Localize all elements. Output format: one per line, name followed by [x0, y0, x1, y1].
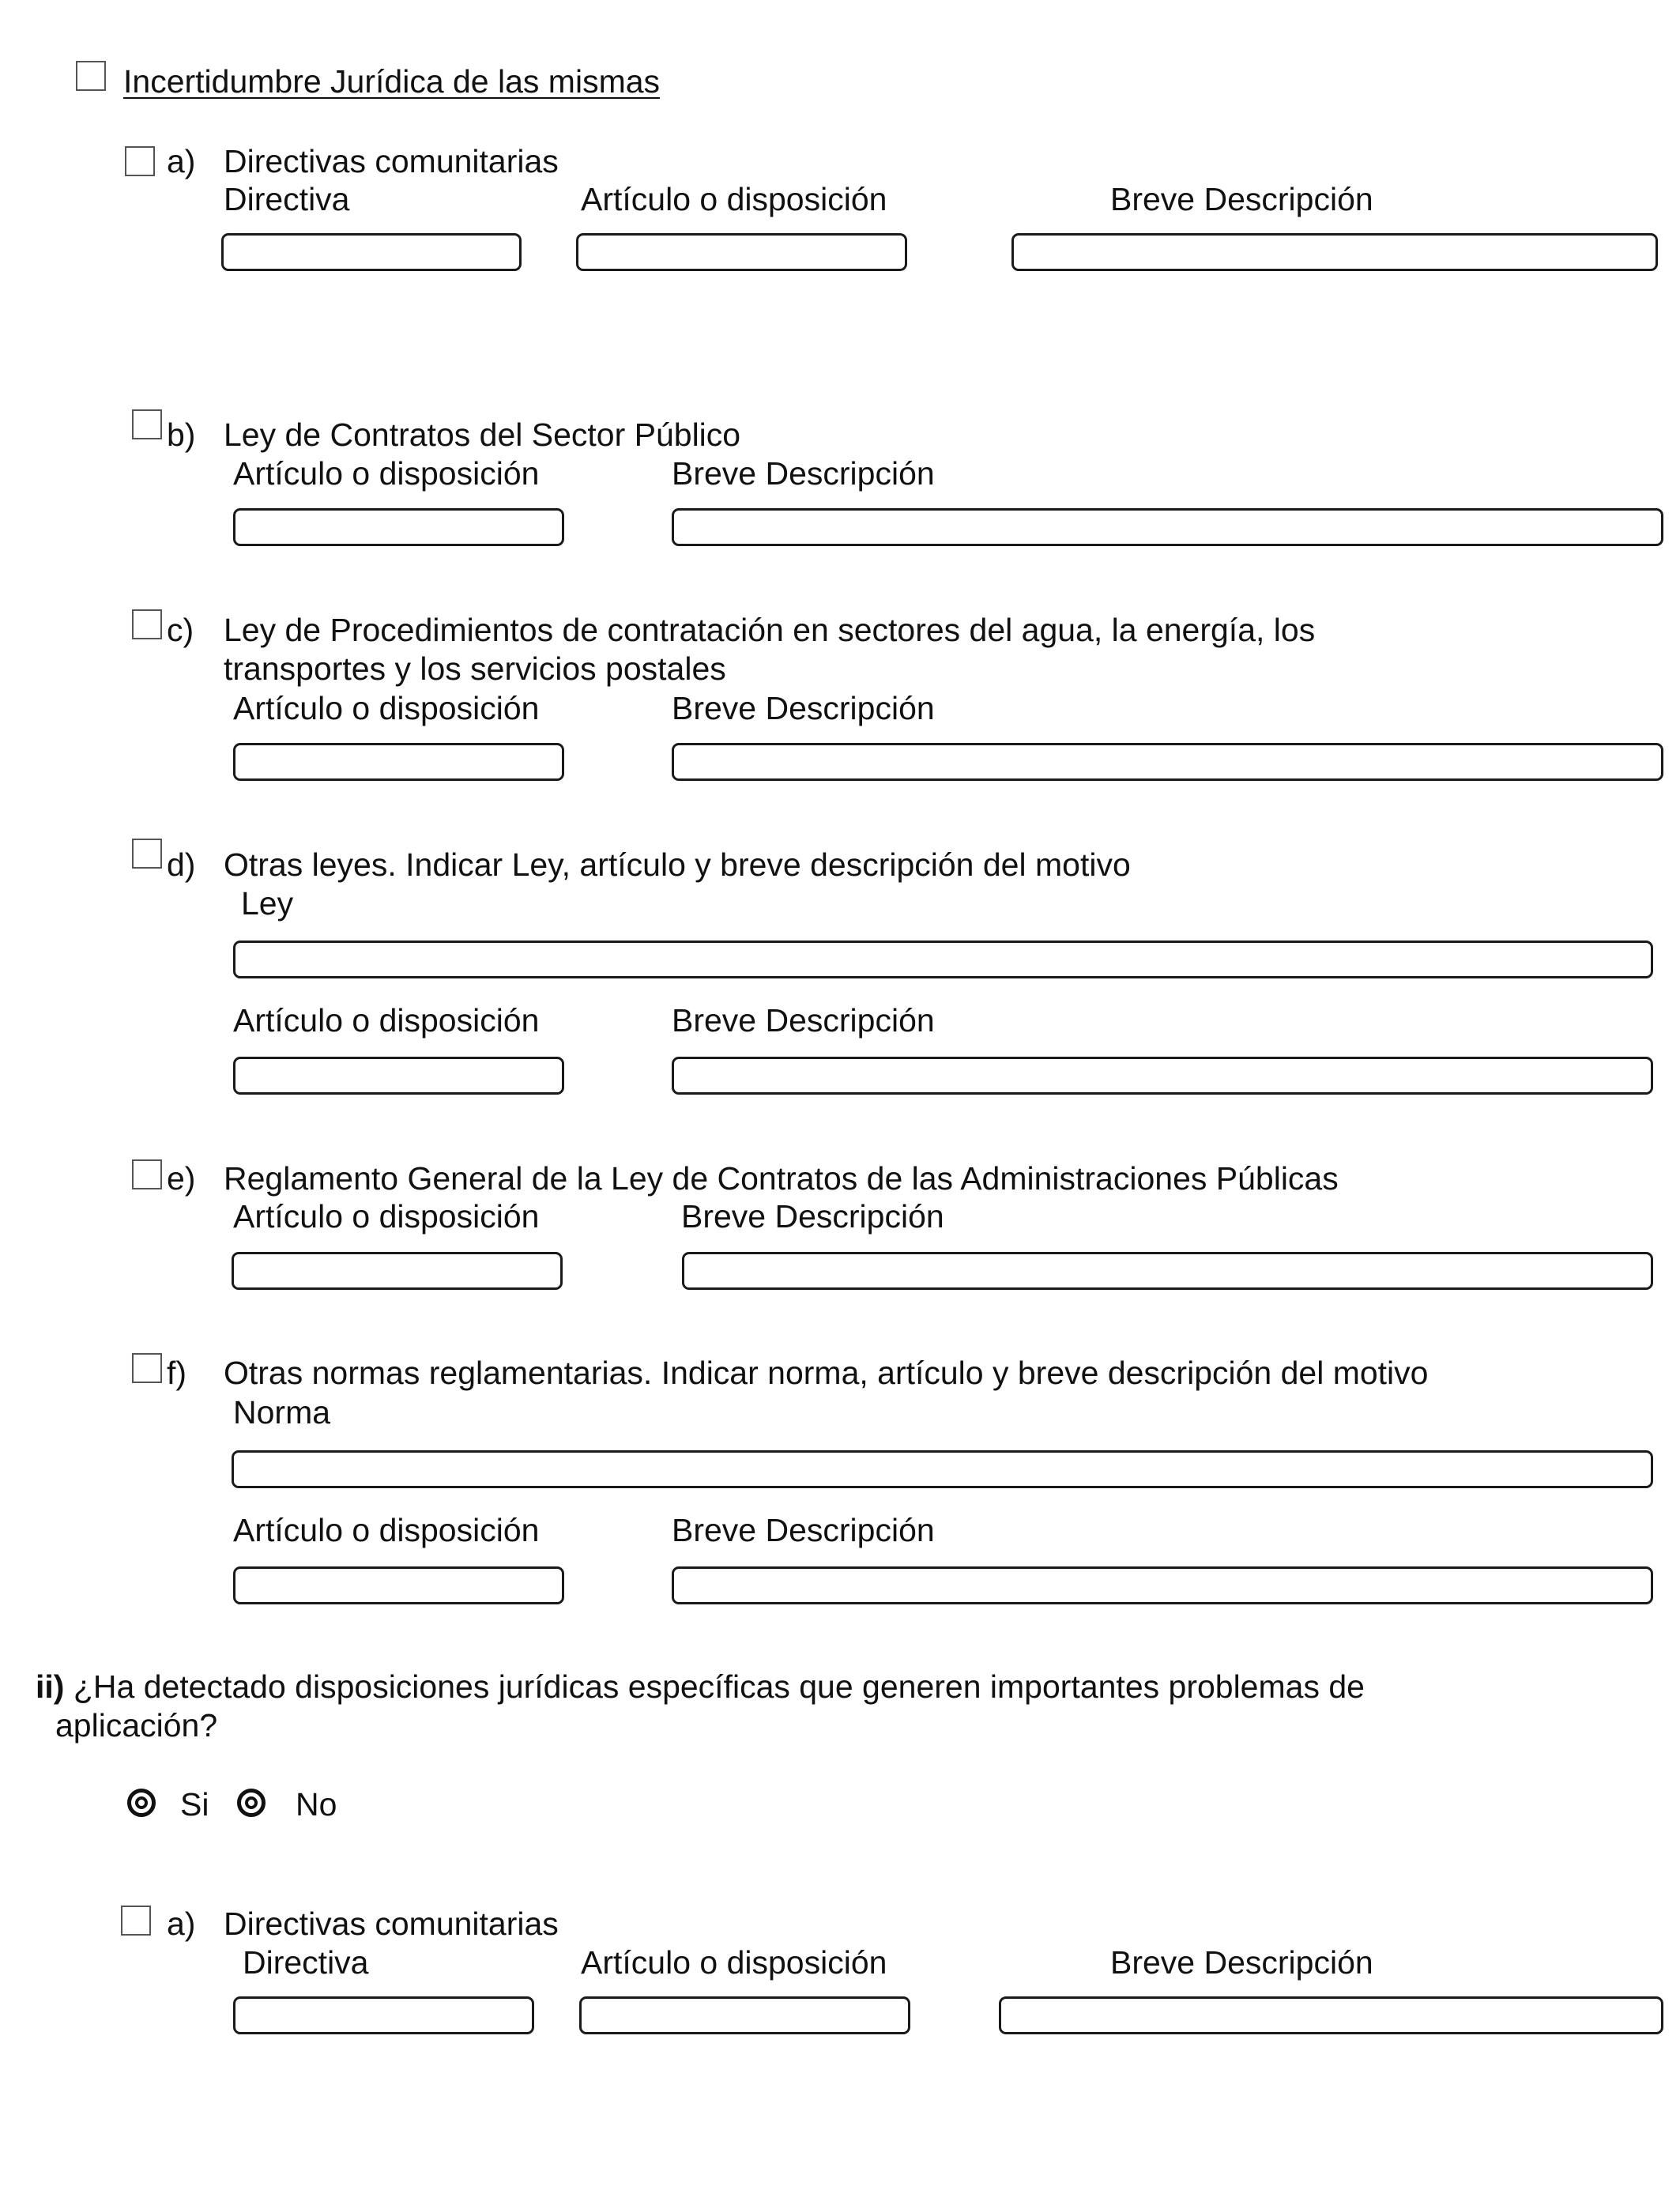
ii-item-a-marker: a) [167, 1906, 196, 1942]
item-d-descripcion-field[interactable] [672, 1057, 1653, 1095]
checkbox-item-d[interactable] [132, 839, 162, 869]
item-e-col-descripcion: Breve Descripción [681, 1198, 944, 1235]
item-a-directiva-field[interactable] [221, 233, 522, 271]
section-title: Incertidumbre Jurídica de las mismas [123, 63, 661, 100]
item-a-title: Directivas comunitarias [224, 143, 559, 179]
item-e-col-articulo: Artículo o disposición [233, 1198, 540, 1235]
item-f-norma-field[interactable] [232, 1450, 1653, 1488]
item-c-descripcion-field[interactable] [672, 743, 1663, 781]
section-ii-question-line2: aplicación? [55, 1707, 218, 1744]
item-c-title-line1: Ley de Procedimientos de contratación en sectores del agua, la energía, los [224, 612, 1316, 648]
item-c-articulo-field[interactable] [233, 743, 564, 781]
item-f-title: Otras normas reglamentarias. Indicar norma, artículo y breve descripción del motivo [224, 1355, 1429, 1391]
item-b-col-articulo: Artículo o disposición [233, 455, 540, 492]
checkbox-item-b[interactable] [132, 409, 162, 439]
item-a-marker: a) [167, 143, 196, 179]
item-d-col-descripcion: Breve Descripción [672, 1002, 935, 1039]
checkbox-item-e[interactable] [132, 1159, 162, 1189]
item-a-col-articulo: Artículo o disposición [581, 181, 887, 217]
item-f-norma-label: Norma [233, 1394, 331, 1431]
radio-si[interactable] [127, 1789, 156, 1817]
item-c-title-line2: transportes y los servicios postales [224, 650, 726, 687]
radio-no-label: No [296, 1786, 337, 1823]
item-d-marker: d) [167, 846, 196, 883]
item-b-marker: b) [167, 417, 196, 453]
ii-item-a-descripcion-field[interactable] [999, 1996, 1663, 2034]
ii-item-a-articulo-field[interactable] [579, 1996, 910, 2034]
ii-item-a-directiva-field[interactable] [233, 1996, 534, 2034]
checkbox-ii-item-a[interactable] [121, 1906, 151, 1936]
ii-item-a-col-descripcion: Breve Descripción [1110, 1944, 1373, 1981]
item-d-ley-field[interactable] [233, 941, 1653, 978]
item-a-descripcion-field[interactable] [1011, 233, 1658, 271]
item-a-col-descripcion: Breve Descripción [1110, 181, 1373, 217]
radio-si-label: Si [180, 1786, 209, 1823]
checkbox-incertidumbre[interactable] [76, 61, 106, 91]
item-b-descripcion-field[interactable] [672, 508, 1663, 546]
section-ii-number: ii) [36, 1668, 65, 1705]
item-b-title: Ley de Contratos del Sector Público [224, 417, 741, 453]
item-d-ley-label: Ley [241, 885, 294, 922]
item-f-col-descripcion: Breve Descripción [672, 1512, 935, 1548]
item-e-title: Reglamento General de la Ley de Contratos de las Administraciones Públicas [224, 1160, 1339, 1197]
item-e-articulo-field[interactable] [232, 1252, 563, 1290]
checkbox-item-f[interactable] [132, 1353, 162, 1383]
item-a-col-directiva: Directiva [224, 181, 350, 217]
checkbox-item-a[interactable] [125, 146, 155, 176]
item-c-col-articulo: Artículo o disposición [233, 690, 540, 726]
item-d-articulo-field[interactable] [233, 1057, 564, 1095]
item-c-marker: c) [167, 612, 194, 648]
item-f-col-articulo: Artículo o disposición [233, 1512, 540, 1548]
item-f-articulo-field[interactable] [233, 1566, 564, 1604]
item-e-descripcion-field[interactable] [682, 1252, 1653, 1290]
item-a-articulo-field[interactable] [576, 233, 907, 271]
checkbox-item-c[interactable] [132, 609, 162, 639]
ii-item-a-col-directiva: Directiva [243, 1944, 369, 1981]
item-e-marker: e) [167, 1160, 196, 1197]
item-b-articulo-field[interactable] [233, 508, 564, 546]
item-c-col-descripcion: Breve Descripción [672, 690, 935, 726]
ii-item-a-title: Directivas comunitarias [224, 1906, 559, 1942]
ii-item-a-col-articulo: Artículo o disposición [581, 1944, 887, 1981]
item-f-descripcion-field[interactable] [672, 1566, 1653, 1604]
section-ii-question-text: ¿Ha detectado disposiciones jurídicas específicas que generen importantes problemas de [73, 1668, 1365, 1705]
radio-no[interactable] [237, 1789, 266, 1817]
item-d-title: Otras leyes. Indicar Ley, artículo y breve descripción del motivo [224, 846, 1131, 883]
item-f-marker: f) [167, 1355, 187, 1391]
item-d-col-articulo: Artículo o disposición [233, 1002, 540, 1039]
section-ii-question-line1 [36, 1668, 1365, 1706]
item-b-col-descripcion: Breve Descripción [672, 455, 935, 492]
